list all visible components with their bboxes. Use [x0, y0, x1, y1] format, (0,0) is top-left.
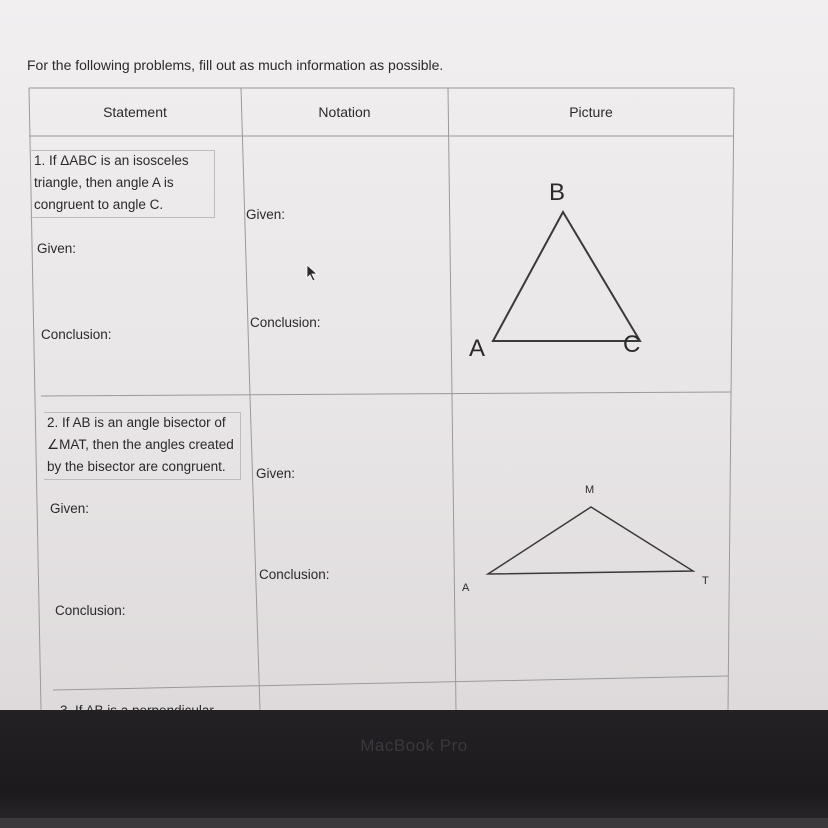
problem1-notation-given: Given:: [246, 207, 286, 222]
problem1-given-label: Given:: [37, 241, 77, 256]
vertex-a2-label: A: [462, 582, 470, 594]
problem2-statement-line-1: 2. If AB is an angle bisector of: [47, 415, 226, 430]
problem1-statement-line-3: congruent to angle C.: [34, 197, 164, 212]
header-notation: Notation: [318, 104, 371, 120]
vertex-m-label: M: [585, 484, 595, 496]
problem1-conclusion-label: Conclusion:: [41, 327, 112, 342]
problem2-statement-line-2: ∠MAT, then the angles created: [47, 437, 234, 452]
problem2-notation-given: Given:: [256, 466, 296, 481]
vertex-a-label: A: [469, 335, 486, 362]
mouse-cursor-icon: [306, 264, 318, 282]
laptop-base: [0, 818, 828, 828]
problem1-statement-line-2: triangle, then angle A is: [34, 175, 174, 190]
triangle-mat: [488, 507, 693, 574]
header-picture: Picture: [569, 104, 613, 120]
vertex-c-label: C: [623, 331, 641, 358]
problem2-notation-conclusion: Conclusion:: [259, 567, 330, 582]
laptop-bezel: [0, 710, 828, 828]
vertex-b-label: B: [549, 179, 566, 206]
instructions-text: For the following problems, fill out as much information as possible.: [27, 57, 444, 73]
problem2-conclusion-label: Conclusion:: [55, 603, 126, 618]
problem1-statement-line-1: 1. If ΔABC is an isosceles: [34, 153, 189, 168]
laptop-brand-label: MacBook Pro: [360, 736, 468, 755]
vertex-t-label: T: [702, 575, 709, 587]
header-statement: Statement: [103, 104, 167, 120]
problem2-given-label: Given:: [50, 501, 90, 516]
problem2-statement-line-3: by the bisector are congruent.: [47, 459, 226, 474]
problem1-notation-conclusion: Conclusion:: [250, 315, 321, 330]
